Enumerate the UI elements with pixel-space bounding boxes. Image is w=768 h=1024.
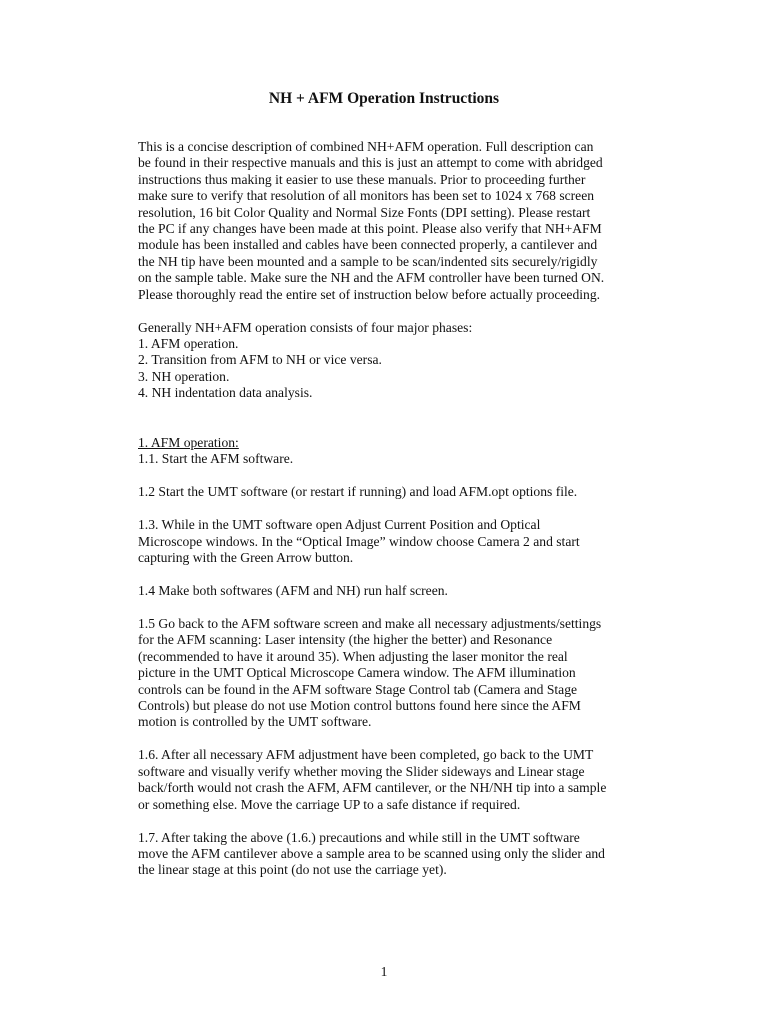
document-title: NH + AFM Operation Instructions <box>268 90 500 107</box>
step-1-7-line: the linear stage at this point (do not use the carriage yet). <box>138 862 447 878</box>
intro-line: This is a concise description of combined NH+AFM operation. Full description can <box>138 139 594 154</box>
intro-line: resolution, 16 bit Color Quality and Normal Size Fonts (DPI setting). Please restart <box>138 204 591 220</box>
section-heading: 1. AFM operation: <box>138 434 239 450</box>
step-1-6-line: or something else. Move the carriage UP to a safe distance if required. <box>138 796 521 812</box>
step-1-4: 1.4 Make both softwares (AFM and NH) run half screen. <box>138 582 448 598</box>
step-1-1: 1.1. Start the AFM software. <box>138 451 294 467</box>
page-number: 1 <box>380 964 388 979</box>
intro-paragraph <box>138 139 638 303</box>
intro-line: instructions thus making it easier to use these manuals. Prior to proceeding further <box>138 171 586 187</box>
phases-intro: Generally NH+AFM operation consists of four major phases: <box>138 319 473 335</box>
step-1-7-line: move the AFM cantilever above a sample area to be scanned using only the slider and <box>138 845 605 861</box>
step-1-6-line: back/forth would not crash the AFM, AFM cantilever, or the NH/NH tip into a sample <box>138 780 607 796</box>
phase-item: 1. AFM operation. <box>138 336 239 352</box>
phase-item: 4. NH indentation data analysis. <box>138 385 313 401</box>
intro-line: be found in their respective manuals and this is just an attempt to come with abridged <box>138 155 603 171</box>
step-1-4-paragraph <box>138 583 638 599</box>
intro-line: module has been installed and cables have been connected properly, a cantilever and <box>138 237 598 253</box>
step-1-2-paragraph <box>138 484 638 500</box>
step-1-2: 1.2 Start the UMT software (or restart if running) and load AFM.opt options file. <box>138 484 578 500</box>
step-1-3-line: capturing with the Green Arrow button. <box>138 549 354 565</box>
phase-item: 2. Transition from AFM to NH or vice versa. <box>138 352 382 368</box>
step-1-3-line: Microscope windows. In the “Optical Image” window choose Camera 2 and start <box>138 533 580 549</box>
document-body <box>138 139 638 895</box>
step-1-6-line: software and visually verify whether moving the Slider sideways and Linear stage <box>138 763 585 779</box>
step-1-5-line: 1.5 Go back to the AFM software screen and make all necessary adjustments/settings <box>138 615 602 631</box>
step-1-3-line: 1.3. While in the UMT software open Adjust Current Position and Optical <box>138 517 541 533</box>
step-1-5-line: for the AFM scanning: Laser intensity (the higher the better) and Resonance <box>138 632 553 648</box>
step-1-7-line: 1.7. After taking the above (1.6.) precautions and while still in the UMT software <box>138 829 580 845</box>
step-1-3-paragraph <box>138 517 638 566</box>
intro-line: the PC if any changes have been made at this point. Please also verify that NH+AFM <box>138 221 602 237</box>
step-1-5-line: picture in the UMT Optical Microscope Camera window. The AFM illumination <box>138 665 576 681</box>
phase-item: 3. NH operation. <box>138 368 230 384</box>
step-1-5-line: controls can be found in the AFM software Stage Control tab (Camera and Stage <box>138 681 578 697</box>
intro-line: make sure to verify that resolution of all monitors has been set to 1024 x 768 screen <box>138 188 595 204</box>
phases-paragraph <box>138 320 638 402</box>
step-1-7-paragraph <box>138 830 638 879</box>
section-afm-operation <box>138 435 638 468</box>
intro-line: the NH tip have been mounted and a sample to be scan/indented sits securely/rigidly <box>138 253 598 269</box>
step-1-5-line: motion is controlled by the UMT software. <box>138 714 372 730</box>
step-1-5-paragraph <box>138 616 638 731</box>
intro-line: Please thoroughly read the entire set of instruction below before actually proceeding. <box>138 286 601 302</box>
step-1-5-line: (recommended to have it around 35). When adjusting the laser monitor the real <box>138 648 568 664</box>
step-1-6-paragraph <box>138 747 638 813</box>
intro-line: on the sample table. Make sure the NH and the AFM controller have been turned ON. <box>138 270 605 286</box>
step-1-6-line: 1.6. After all necessary AFM adjustment have been completed, go back to the UMT <box>138 747 594 763</box>
step-1-5-line: Controls) but please do not use Motion control buttons found here since the AFM <box>138 697 581 713</box>
